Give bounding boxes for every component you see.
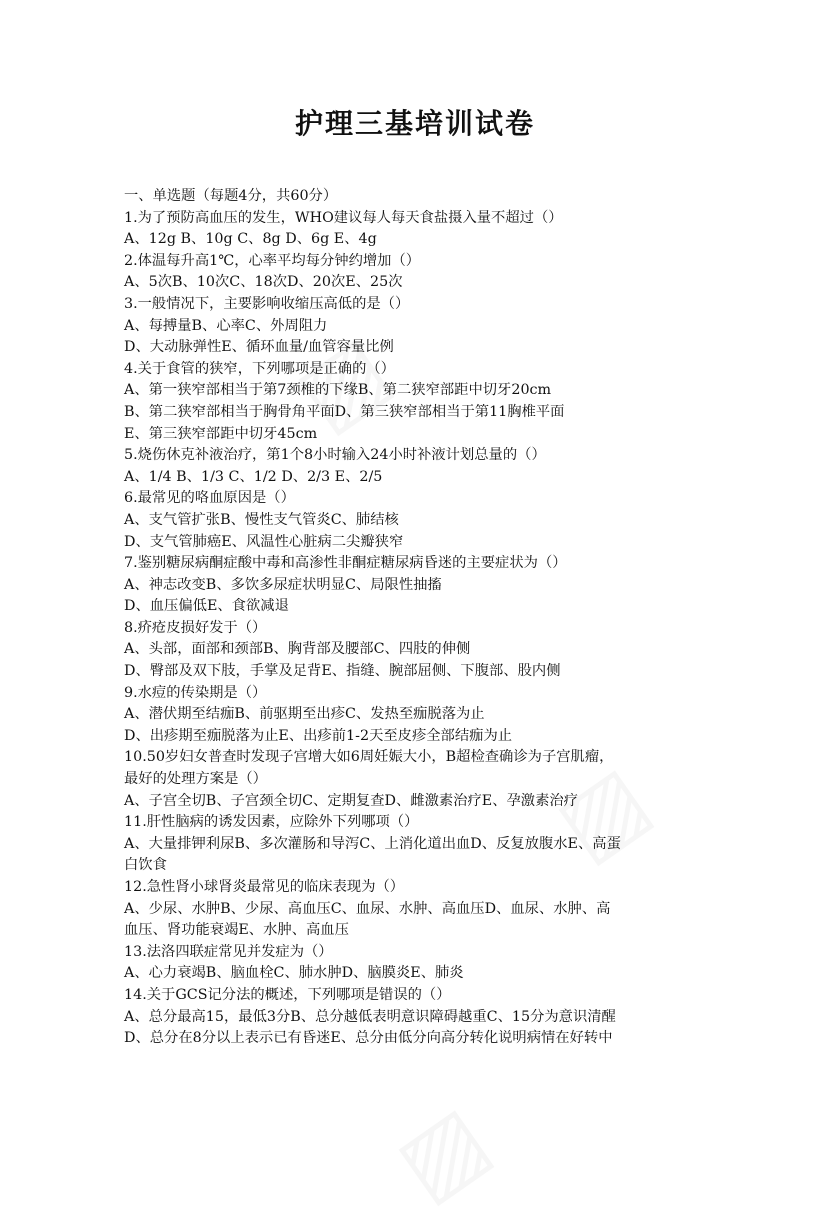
options-6b: D、支气管肺癌E、风温性心脏病二尖瓣狭窄: [124, 533, 404, 550]
question-6: 6.最常见的咯血原因是（）: [124, 490, 295, 507]
question-14: 14.关于GCS记分法的概述，下列哪项是错误的（）: [124, 986, 451, 1003]
options-3b: D、大动脉弹性E、循环血量/血管容量比例: [124, 339, 394, 356]
options-8b: D、臀部及双下肢，手掌及足背E、指缝、腕部屈侧、下腹部、股内侧: [124, 663, 561, 680]
options-14b: D、总分在8分以上表示已有昏迷E、总分由低分向高分转化说明病情在好转中: [124, 1030, 613, 1047]
question-8: 8.疥疮皮损好发于（）: [124, 619, 267, 636]
document-title: 护理三基培训试卷: [294, 107, 535, 140]
question-9: 9.水痘的传染期是（）: [124, 684, 267, 701]
options-12b: 血压、肾功能衰竭E、水肿、高血压: [124, 922, 349, 939]
question-4: 4.关于食管的狭窄，下列哪项是正确的（）: [124, 360, 395, 377]
question-10a: 10.50岁妇女普查时发现子宫增大如6周妊娠大小，B超检查确诊为子宫肌瘤，: [124, 749, 614, 766]
options-4c: E、第三狭窄部距中切牙45cm: [124, 425, 318, 442]
options-10: A、子宫全切B、子宫颈全切C、定期复查D、雌激素治疗E、孕激素治疗: [124, 792, 578, 809]
question-12: 12.急性肾小球肾炎最常见的临床表现为（）: [124, 879, 405, 895]
watermark: [378, 1085, 508, 1220]
options-7b: D、血压偏低E、食欲减退: [124, 598, 289, 615]
options-1: A、12g B、10g C、8g D、6g E、4g: [124, 231, 377, 248]
question-10b: 最好的处理方案是（）: [124, 771, 267, 788]
options-11a: A、大量排钾利尿B、多次灌肠和导泻C、上消化道出血D、反复放腹水E、高蛋: [124, 835, 621, 852]
options-13: A、心力衰竭B、脑血栓C、肺水肿D、脑膜炎E、肺炎: [124, 965, 464, 982]
options-7a: A、神志改变B、多饮多尿症状明显C、局限性抽搐: [124, 576, 442, 593]
options-8a: A、头部，面部和颈部B、胸背部及腰部C、四肢的伸侧: [124, 641, 471, 658]
options-14a: A、总分最高15，最低3分B、总分越低表明意识障碍越重C、15分为意识清醒: [124, 1008, 616, 1025]
options-4b: B、第二狭窄部相当于胸骨角平面D、第三狭窄部相当于第11胸椎平面: [124, 403, 565, 420]
options-5: A、1/4 B、1/3 C、1/2 D、2/3 E、2/5: [124, 468, 383, 485]
options-12a: A、少尿、水肿B、少尿、高血压C、血尿、水肿、高血压D、血尿、水肿、高: [124, 900, 611, 917]
question-11: 11.肝性脑病的诱发因素，应除外下列哪项（）: [124, 814, 419, 831]
exam-body: [124, 186, 714, 1050]
section-heading: 一、单选题（每题4分，共60分）: [124, 188, 338, 204]
options-9b: D、出疹期至痂脱落为止E、出疹前1-2天至皮疹全部结痂为止: [124, 727, 513, 744]
options-6a: A、支气管扩张B、慢性支气管炎C、肺结核: [124, 511, 399, 528]
question-5: 5.烧伤休克补液治疗，第1个8小时输入24小时补液计划总量的（）: [124, 447, 546, 464]
question-1: 1.为了预防高血压的发生，WHO建议每人每天食盐摄入量不超过（）: [124, 209, 563, 226]
question-2: 2.体温每升高1℃，心率平均每分钟约增加（）: [124, 252, 421, 269]
options-11b: 白饮食: [124, 857, 167, 874]
question-3: 3.一般情况下，主要影响收缩压高低的是（）: [124, 295, 410, 312]
question-7: 7.鉴别糖尿病酮症酸中毒和高渗性非酮症糖尿病昏迷的主要症状为（）: [124, 555, 567, 572]
options-9a: A、潜伏期至结痂B、前驱期至出疹C、发热至痂脱落为止: [124, 706, 485, 723]
options-4a: A、第一狭窄部相当于第7颈椎的下缘B、第二狭窄部距中切牙20cm: [124, 382, 552, 399]
question-13: 13.法洛四联症常见并发症为（）: [124, 943, 333, 960]
options-3a: A、每搏量B、心率C、外周阻力: [124, 317, 328, 334]
options-2: A、5次B、10次C、18次D、20次E、25次: [124, 274, 403, 291]
